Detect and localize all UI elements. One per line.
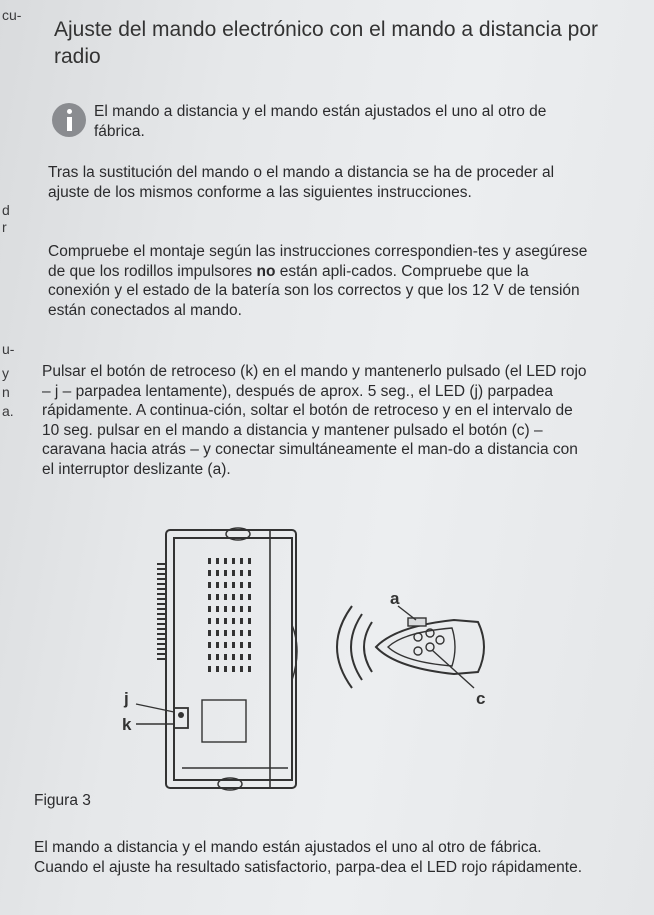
section-title: Ajuste del mando electrónico con el mando a distancia por radio bbox=[54, 18, 598, 68]
figure-3-diagram bbox=[0, 520, 654, 810]
control-unit-drawing bbox=[166, 528, 297, 790]
margin-fragment: d bbox=[2, 202, 10, 218]
paragraph-procedure: Pulsar el botón de retroceso (k) en el mando y mantenerlo pulsado (el LED rojo – j – parpadea lentamente), después de aprox. 5 seg., el LED (j) parpadea rápidamente. A continua-ción, soltar el botón de retroceso y en el intervalo de 10 seg. pulsar en el mando a distancia y mantener pulsado el botón (c) – caravana hacia atrás – y conectar simultáneamente el man-do a distancia con el interruptor deslizante (a). bbox=[42, 363, 587, 478]
label-j: j bbox=[124, 689, 129, 708]
radio-waves bbox=[337, 606, 372, 688]
paragraph-result: El mando a distancia y el mando están ajustados el uno al otro de fábrica. Cuando el ajuste ha resultado satisfactorio, parpa-dea el LED rojo rápidamente. bbox=[34, 839, 582, 876]
margin-fragment: u- bbox=[2, 341, 15, 357]
label-c: c bbox=[476, 689, 486, 708]
label-a: a bbox=[390, 589, 400, 608]
margin-fragment: cu- bbox=[2, 7, 22, 23]
side-ribs bbox=[157, 564, 166, 659]
margin-fragment: n bbox=[2, 384, 10, 400]
paragraph-check: Compruebe el montaje según las instrucciones correspondien-tes y asegúrese de que los rodillos impulsores no están apli-cados. Compruebe que la conexión y el estado de la batería son los correctos y que los 12 V de tensión están conectados al mando. bbox=[48, 243, 588, 319]
ventilation-grille bbox=[208, 558, 251, 672]
label-k: k bbox=[122, 715, 132, 734]
remote-control-drawing bbox=[376, 618, 484, 674]
info-note: El mando a distancia y el mando están ajustados el uno al otro de fábrica. bbox=[94, 103, 547, 140]
info-icon bbox=[52, 103, 86, 137]
figure-caption: Figura 3 bbox=[34, 792, 91, 809]
led-j bbox=[178, 712, 184, 718]
margin-fragment: r bbox=[2, 219, 7, 235]
margin-fragment: a. bbox=[2, 403, 14, 419]
emphasis-no: no bbox=[256, 262, 276, 280]
margin-fragment: y bbox=[2, 365, 9, 381]
paragraph-intro: Tras la sustitución del mando o el mando a distancia se ha de proceder al ajuste de los mismos conforme a las siguientes instrucciones. bbox=[48, 164, 555, 201]
